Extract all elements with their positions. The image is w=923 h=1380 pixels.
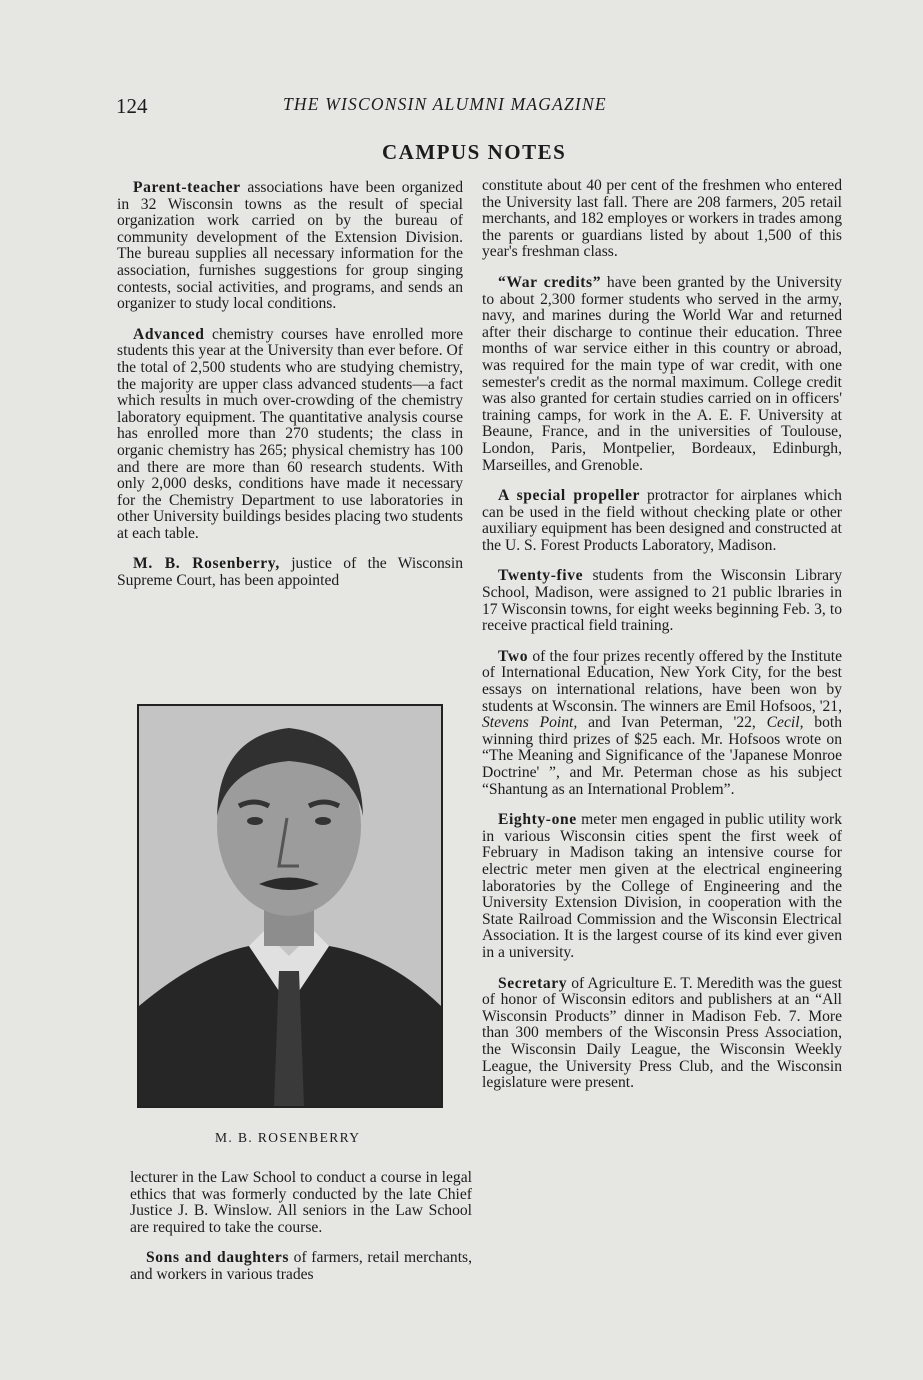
body-text: justice of the Wisconsin Supreme Court, has been appointed: [117, 555, 464, 590]
body-text: and Ivan Peterman, '22,: [577, 714, 767, 732]
section-title: CAMPUS NOTES: [382, 140, 567, 164]
article-meter-men: [482, 812, 842, 961]
right-column: [482, 178, 842, 1106]
article-war-credits: [482, 275, 842, 474]
article-secretary-agriculture: [482, 976, 842, 1092]
lead-in: “War credits”: [498, 273, 602, 291]
body-text: meter men engaged in public utility work in various Wisconsin cities spent the first week of February in Madison taking an intensive course for electric meter men given at the electrical engineering laboratories by the College of Engineering and the University Extension Division, in cooperation with the State Railroad Commission and the Wisconsin Electrical Association. It is the largest course of its kind ever given in a university.: [482, 811, 842, 961]
body-text: associations have been organized in 32 Wisconsin towns as the result of special organization work carried on by the bureau of community development of the Extension Division. The bureau supplies all necessary information for the association, furnishes suggestions for group singing contests, social activities, and programs, and sends an organizer to study local conditions.: [117, 179, 463, 313]
lead-in: A special propeller: [498, 487, 641, 505]
article-rosenberry-continued: [130, 1170, 472, 1236]
body-text: lecturer in the Law School to conduct a course in legal ethics that was formerly conducted by the late Chief Justice J. B. Winslow. All seniors in the Law School are required to take the course.: [130, 1169, 472, 1236]
photo-caption: M. B. ROSENBERRY: [215, 1130, 361, 1145]
lead-in: Secretary: [498, 974, 568, 992]
body-text: constitute about 40 per cent of the freshmen who entered the University last fall. There are 208 farmers, 205 retail merchants, and 182 employes or workers in trades among the parents or guardians listed by about 1,500 of this year's freshman class.: [482, 177, 842, 261]
hometown: Stevens Point,: [482, 714, 578, 732]
article-advanced-chemistry: [117, 327, 463, 543]
body-text: both winning third prizes of $25 each. Mr. Hofsoos wrote on “The Meaning and Significance of the 'Japanese Monroe Doctrine' ”, and Mr. Peterman chose as his subject “Shantung as an International Problem”.: [482, 714, 843, 798]
lead-in: Parent-teacher: [133, 179, 241, 196]
article-rosenberry: [117, 556, 463, 589]
lead-in: M. B. Rosenberry,: [133, 555, 280, 573]
magazine-title: THE WISCONSIN ALUMNI MAGAZINE: [283, 94, 607, 114]
body-text: of Agriculture E. T. Meredith was the guest of honor of Wisconsin editors and publishers at an “All Wisconsin Products” dinner in Madison Feb. 7. More than 300 members of the Wisconsin Press Association, the Wisconsin Daily League, the Wisconsin Weekly League, the University Press Club, and the Wisconsin legislature were present.: [482, 974, 842, 1092]
lead-in: Eighty-one: [498, 811, 577, 829]
article-sons-and-daughters: [130, 1250, 472, 1283]
hometown: Cecil,: [766, 714, 804, 732]
lead-in: Sons and daughters: [146, 1249, 290, 1267]
portrait-photo: [137, 704, 443, 1108]
article-parent-teacher: [117, 180, 463, 313]
lead-in: Twenty-five: [498, 567, 584, 585]
body-text: chemistry courses have enrolled more students this year at the University than ever before. Of the total of 2,500 students who are studying chemistry, the majority are upper class advanced students—a fact which results in much over-crowding of the chemistry laboratory equipment. The quantitative analysis course has enrolled more than 270 students; the class in organic chemistry has 265; physical chemistry has 100 and there are more than 60 research students. With only 2,000 desks, conditions have made it necessary for the Chemistry Department to use laboratories in other University buildings besides placing two students at each table.: [117, 325, 463, 542]
lead-in: Two: [498, 647, 529, 665]
page-number: 124: [116, 94, 148, 118]
body-text: have been granted by the University to about 2,300 former students who served in the army, navy, and marines during the World War and returned after their discharge to continue their education. Three months of war service either in this country or abroad, was required for the main type of war credit, with one semester's credit as the normal maximum. College credit was also granted for certain studies carried on in officers' training camps, for work in the A. E. F. University at Beaune, France, and in the universities of Toulouse, London, Paris, Montpelier, Bordeaux, Edinburgh, Marseilles, and Grenoble.: [482, 273, 842, 474]
body-text: of the four prizes recently offered by the Institute of International Education, New York City, for the best essays on international relations, have been won by students at Wsconsin. The winners are Emil Hofsoos, '21,: [482, 647, 842, 715]
article-library-school: [482, 568, 842, 634]
left-column: [117, 180, 463, 604]
body-text: of farmers, retail merchants, and workers in various trades: [130, 1249, 472, 1283]
body-text: students from the Wisconsin Library School, Madison, were assigned to 21 public lbraries in 17 Wisconsin towns, for eight weeks beginning Feb. 3, to receive practical field training.: [482, 567, 842, 635]
left-column-continued: [130, 1170, 472, 1298]
article-propeller: [482, 488, 842, 554]
article-freshmen-continued: [482, 178, 842, 261]
lead-in: Advanced: [133, 325, 205, 343]
body-text: protractor for airplanes which can be used in the field without checking plate or other auxiliary equipment has been designed and constructed at the U. S. Forest Products Laboratory, Madison.: [482, 487, 842, 554]
portrait-illustration: [139, 706, 441, 1106]
article-essay-prizes: [482, 649, 842, 798]
